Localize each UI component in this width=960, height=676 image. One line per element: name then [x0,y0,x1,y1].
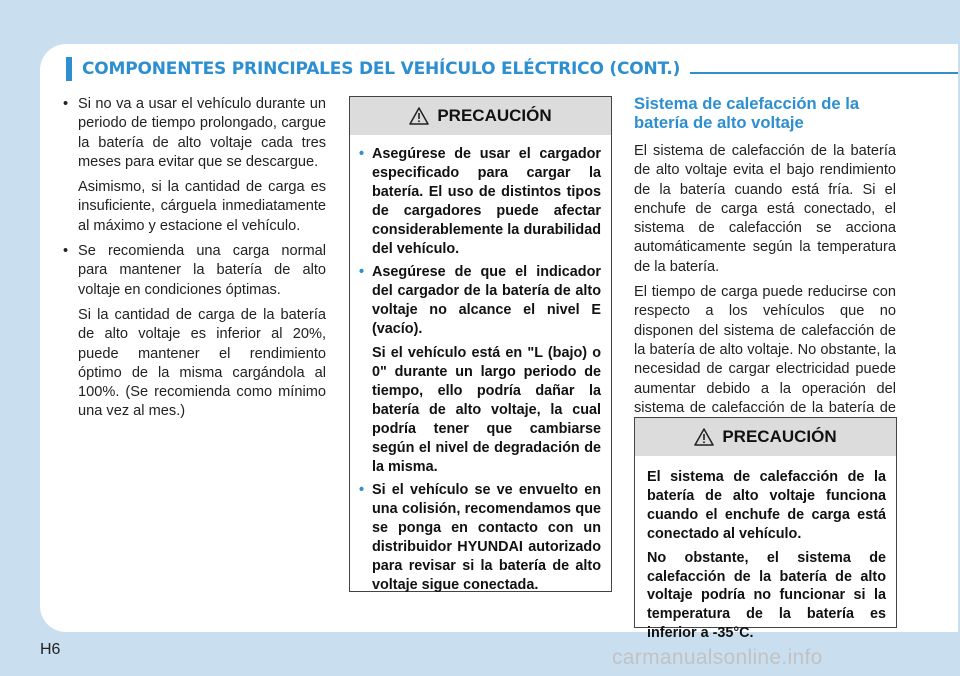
caution-body [350,135,611,608]
paragraph: El sistema de calefacción de la batería de alto voltaje evita el bajo rendimiento de la batería cuando está fría. Si el enchufe de carga está conectado, el sistema de calefacción se acciona automáticamente según la temperatura de la batería. [634,143,896,275]
caution-box-heating [634,417,897,642]
caution-body [635,456,896,656]
caution-paragraph: El sistema de calefacción de la batería de alto voltaje funciona cuando el enchufe de carga está conectado al vehículo. [647,469,886,542]
caution-header [635,418,896,456]
header-accent-bar [66,57,72,81]
caution-bullet: • Si el vehículo se ve envuelto en una colisión, recomendamos que se ponga en contacto con un distribuidor HYUNDAI autorizado para revisar si la batería de alto voltaje sigue conectada. [362,481,601,594]
bullet-item: • Se recomienda una carga normal para mantener la batería de alto voltaje en condiciones óptimas. [63,242,326,300]
paragraph: El tiempo de carga puede reducirse con respecto a los vehículos que no disponen del sistema de calefacción de la batería de alto voltaje. No obstante, la necesidad de cargar electricidad puede aumentar debido a la operación del sistema de calefacción de la batería de [634,284,896,416]
header-rule [690,72,958,74]
caution-header [350,97,611,135]
warning-triangle-icon [694,428,714,446]
caution-continuation: Si el vehículo está en "L (bajo) o 0" durante un largo periodo de tiempo, ello podría dañar la batería de alto voltaje, la cual podría tener que cambiarse según el nivel de degradación de la misma. [372,345,601,475]
left-column [63,95,326,428]
warning-triangle-icon [409,107,429,125]
bullet-continuation: Asimismo, si la cantidad de carga es insuficiente, cárguela inmediatamente al máximo y estacione el vehículo. [78,179,326,234]
caution-paragraph: No obstante, el sistema de calefacción de la batería de alto voltaje podría no funcionar si la temperatura de la batería es inferior a -35°C. [647,549,886,642]
caution-bullet: • Asegúrese de que el indicador del cargador de la batería de alto voltaje no alcance el nivel E (vacío). [362,263,601,339]
bullet-item: • Si no va a usar el vehículo durante un periodo de tiempo prolongado, cargue la batería de alto voltaje cada tres meses para evitar que se descargue. [63,95,326,172]
caution-box-charging [349,96,612,592]
caution-title: PRECAUCIÓN [437,106,552,125]
subsection-title: Sistema de calefacción de la batería de alto voltaje [634,94,860,132]
caution-bullet: • Asegúrese de usar el cargador especificado para cargar la batería. El uso de distintos tipos de cargadores puede afectar considerablemente la durabilidad del vehículo. [362,145,601,258]
section-title: COMPONENTES PRINCIPALES DEL VEHÍCULO ELÉCTRICO (CONT.) [82,59,681,79]
watermark: carmanualsonline.info [612,646,823,669]
right-column [634,94,896,443]
section-header [66,57,958,81]
page-number: H6 [40,641,61,658]
bullet-continuation: Si la cantidad de carga de la batería de alto voltaje es inferior al 20%, puede mantener el rendimiento óptimo de la misma cargándola al 100%. (Se recomienda como mínimo una vez al mes.) [78,306,326,420]
caution-title: PRECAUCIÓN [722,427,837,446]
